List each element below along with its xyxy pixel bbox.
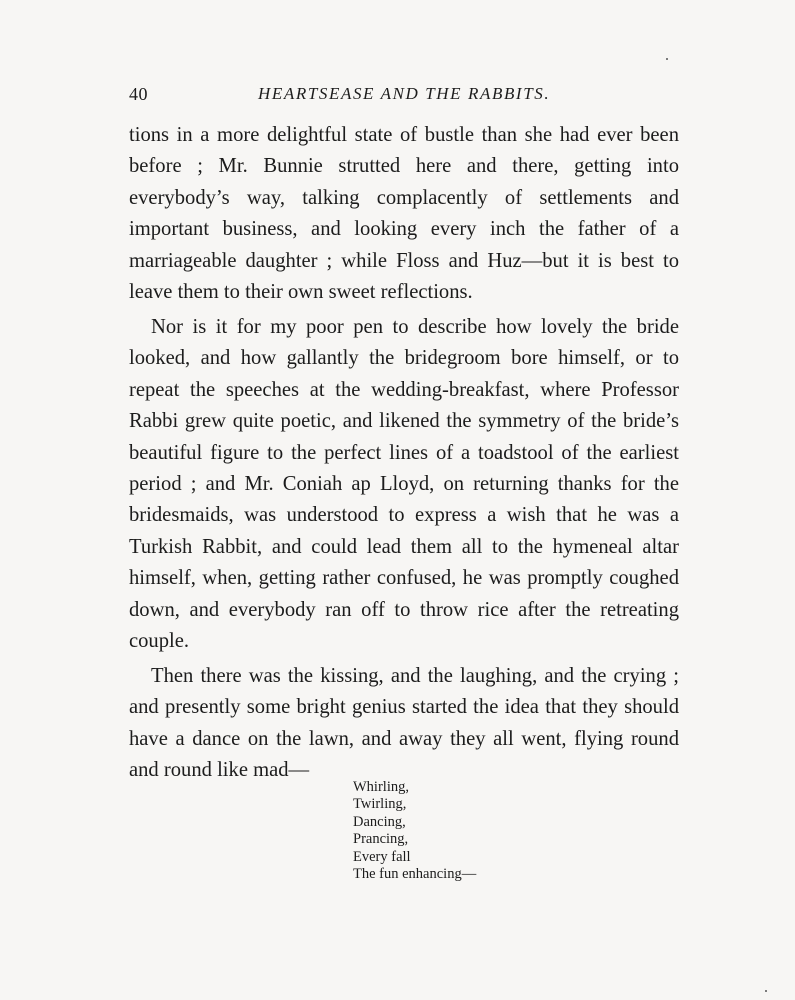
page-number: 40 <box>129 84 148 104</box>
verse-line: Whirling, <box>353 779 409 795</box>
running-head <box>129 84 679 108</box>
verse-stanza <box>353 779 476 883</box>
verse-line: Every fall <box>353 848 411 865</box>
body-text <box>129 120 679 787</box>
paragraph-wedding: Nor is it for my poor pen to describe how lovely the bride looked, and how gallantly the bridegroom bore himself, or to repeat the speeches at the wedding-breakfast, where Professor Rabbi grew quite poetic, and likened the symmetry of the bride’s beautiful figure to the perfect lines of a toadstool of the earliest period ; and Mr. Coniah ap Lloyd, on returning thanks for the bridesmaids, was understood to express a wish that he was a Turkish Rabbit, and could lead them all to the hymeneal altar himself, when, getting rather confused, he was promptly coughed down, and everybody ran off to throw rice after the retreating couple. <box>129 315 679 652</box>
paper-speck <box>765 990 767 992</box>
verse-line: Twirling, <box>353 796 407 813</box>
verse-line: Dancing, <box>353 813 406 830</box>
verse-line: Prancing, <box>353 831 409 848</box>
paragraph-continuation: tions in a more delightful state of bustle than she had ever been before ; Mr. Bunnie strutted here and there, getting into everybody’s way, talking complacently of settlements and important business, and looking every inch the father of a marriageable daughter ; while Floss and Huz—but it is best to leave them to their own sweet reflections. <box>129 124 679 304</box>
paragraph-dance: Then there was the kissing, and the laughing, and the crying ; and presently some bright genius started the idea that they should have a dance on the lawn, and away they all went, flying round and round like mad— <box>129 664 679 782</box>
running-title: HEARTSEASE AND THE RABBITS. <box>258 84 551 103</box>
paper-speck <box>666 58 668 60</box>
verse-line: The fun enhancing— <box>353 866 477 883</box>
